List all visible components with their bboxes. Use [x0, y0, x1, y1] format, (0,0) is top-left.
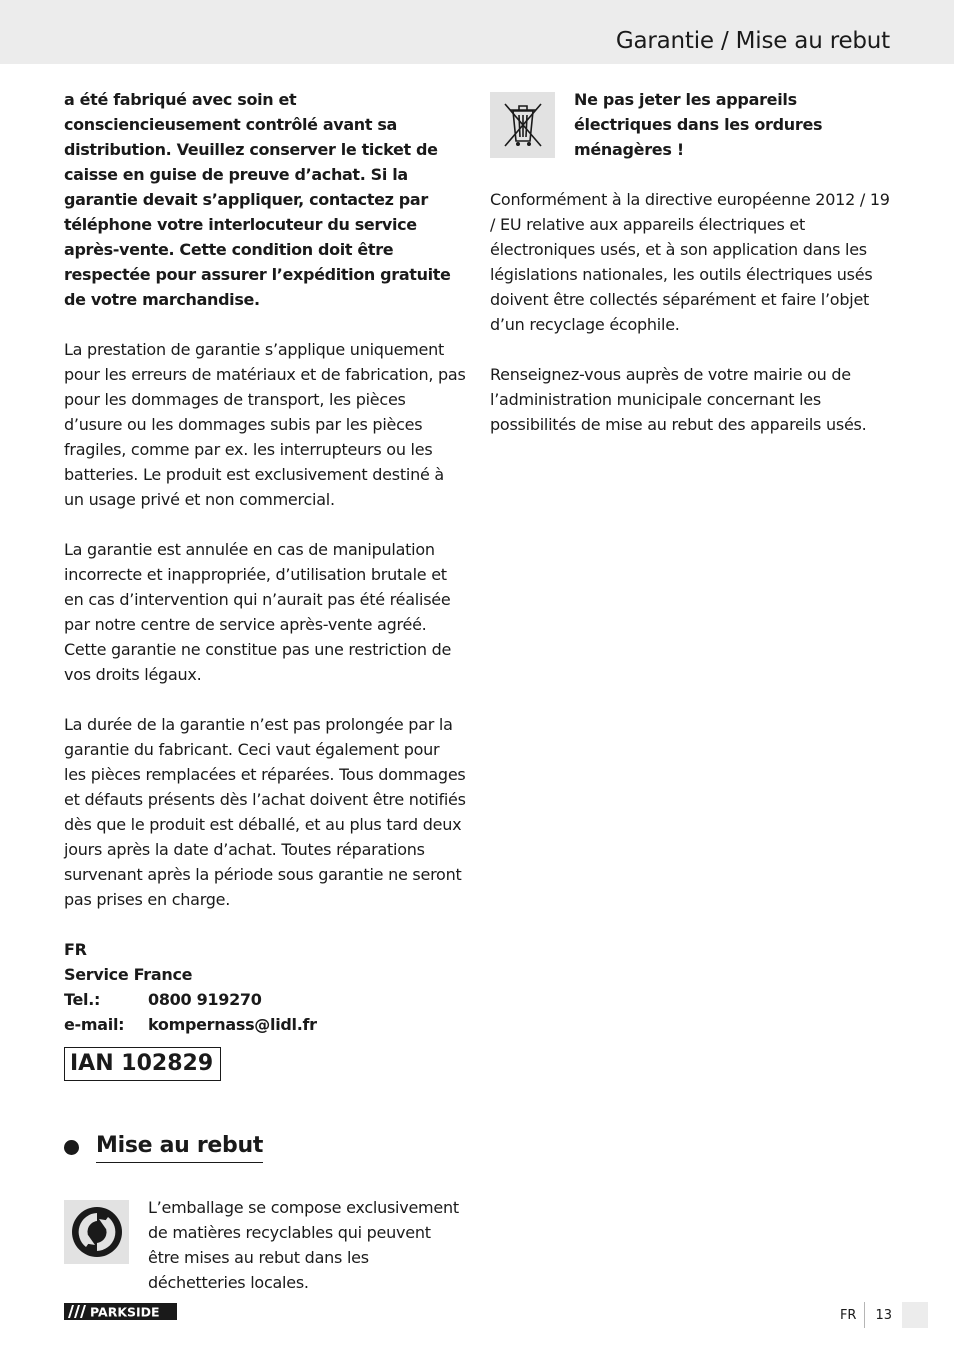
- section-heading-disposal: [64, 1131, 466, 1163]
- footer-tab-marker: [902, 1302, 928, 1328]
- service-contact: [64, 937, 466, 1037]
- contact-email-row: [64, 1012, 466, 1037]
- tel-value: 0800 919270: [148, 990, 262, 1009]
- parkside-logo: [64, 1303, 177, 1324]
- header-band: [0, 0, 954, 64]
- left-column: [64, 87, 466, 1295]
- email-value: kompernass@lidl.fr: [148, 1015, 317, 1034]
- page-title: Garantie / Mise au rebut: [615, 28, 890, 54]
- footer-language: FR: [839, 1307, 857, 1323]
- municipal-info-paragraph: Renseignez-vous auprès de votre mairie ou de l’administration municipale concernant les possibilités de mise au rebut des appareils usés.: [490, 365, 867, 434]
- bullet-icon: [64, 1140, 79, 1155]
- green-dot-recycling-icon: [64, 1200, 129, 1264]
- page-footer: [832, 1302, 928, 1328]
- warranty-void-paragraph: La garantie est annulée en cas de manipulation incorrecte et inappropriée, d’utilisation brutale et en cas d’intervention qui n’aurait pas été réalisée par notre centre de service après-vente agréé. Cette garantie ne constitue pas une restriction de vos droits légaux.: [64, 540, 452, 684]
- weee-warning-text: Ne pas jeter les appareils électriques dans les ordures ménagères !: [574, 90, 823, 159]
- contact-tel-row: [64, 987, 466, 1012]
- warranty-scope-paragraph: La prestation de garantie s’applique uniquement pour les erreurs de matériaux et de fabrication, pas pour les dommages de transport, les pièces d’usure ou les dommages subis par les pièces fragiles, comme par ex. les interrupteurs ou les batteries. Le produit est exclusivement destiné à un usage privé et non commercial.: [64, 340, 466, 509]
- section-heading-text: Mise au rebut: [96, 1131, 263, 1163]
- contact-country: FR: [64, 940, 87, 959]
- brand-text: PARKSIDE: [90, 1304, 160, 1320]
- weee-directive-paragraph: Conformément à la directive européenne 2012 / 19 / EU relative aux appareils électriques et électroniques usés, et à son application dans les législations nationales, les outils électriques usés doivent être collectés séparément et faire l’objet d’un recyclage écophile.: [490, 190, 890, 334]
- warranty-intro-bold: a été fabriqué avec soin et consciencieusement contrôlé avant sa distribution. Veuillez conserver le ticket de caisse en guise de preuve d’achat. Si la garantie devait s’appliquer, contactez par téléphone votre interlocuteur du service après-vente. Cette condition doit être respectée pour assurer l’expédition gratuite de votre marchandise.: [64, 90, 451, 309]
- contact-service-name: Service France: [64, 965, 193, 984]
- email-label: e-mail:: [64, 1015, 125, 1034]
- packaging-disposal-text: L’emballage se compose exclusivement de matières recyclables qui peuvent être mises au rebut dans les déchetteries locales.: [148, 1198, 459, 1292]
- packaging-disposal-block: [64, 1195, 466, 1295]
- weee-warning-block: [490, 87, 890, 162]
- warranty-duration-paragraph: La durée de la garantie n’est pas prolongée par la garantie du fabricant. Ceci vaut également pour les pièces remplacées et réparées. Tous dommages et défauts présents dès l’achat doivent être notifiés dès que le produit est déballé, et au plus tard deux jours après la date d’achat. Toutes réparations survenant après la période sous garantie ne seront pas prises en charge.: [64, 715, 466, 909]
- tel-label: Tel.:: [64, 990, 101, 1009]
- crossed-out-wheelie-bin-icon: [490, 92, 555, 158]
- ian-number-box: IAN 102829: [64, 1047, 221, 1081]
- page-number: 13: [875, 1307, 892, 1323]
- right-column: [490, 87, 890, 462]
